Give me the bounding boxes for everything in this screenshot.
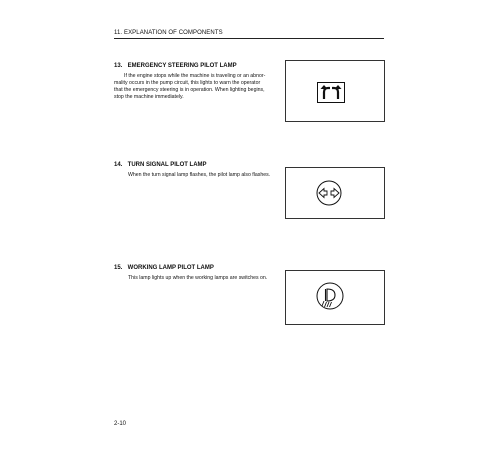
section-title-text: TURN SIGNAL PILOT LAMP: [127, 162, 207, 168]
header-rule: [114, 38, 384, 39]
section-13-body: [114, 73, 284, 101]
body-line: When the turn signal lamp flashes, the pilot lamp also flashes.: [128, 172, 271, 178]
section-number: 13.: [114, 63, 123, 69]
section-15-title: [114, 265, 214, 271]
page-number: 2-10: [114, 421, 127, 427]
header-title: 11. EXPLANATION OF COMPONENTS: [114, 30, 223, 36]
body-line: This lamp lights up when the working lamps are switches on.: [128, 275, 268, 281]
section-number: 14.: [114, 162, 123, 168]
emergency-steering-icon: [317, 82, 345, 103]
body-line: mality occurs in the pump circuit, this lights to warn the operator: [114, 80, 261, 86]
working-lamp-icon: [315, 281, 345, 311]
section-14-title: [114, 162, 207, 168]
section-title-text: EMERGENCY STEERING PILOT LAMP: [127, 63, 237, 69]
body-line: stop the machine immediately.: [114, 94, 184, 100]
body-line: If the engine stops while the machine is traveling or an abnor-: [124, 73, 266, 79]
body-line: that the emergency steering is in operation. When lighting begins,: [114, 87, 265, 93]
section-13-title: [114, 63, 237, 69]
section-number: 15.: [114, 265, 123, 271]
section-title-text: WORKING LAMP PILOT LAMP: [127, 265, 214, 271]
page-header: [114, 30, 384, 39]
section-14-body: [128, 172, 288, 179]
turn-signal-icon: [314, 180, 344, 206]
section-15-body: [128, 275, 288, 282]
